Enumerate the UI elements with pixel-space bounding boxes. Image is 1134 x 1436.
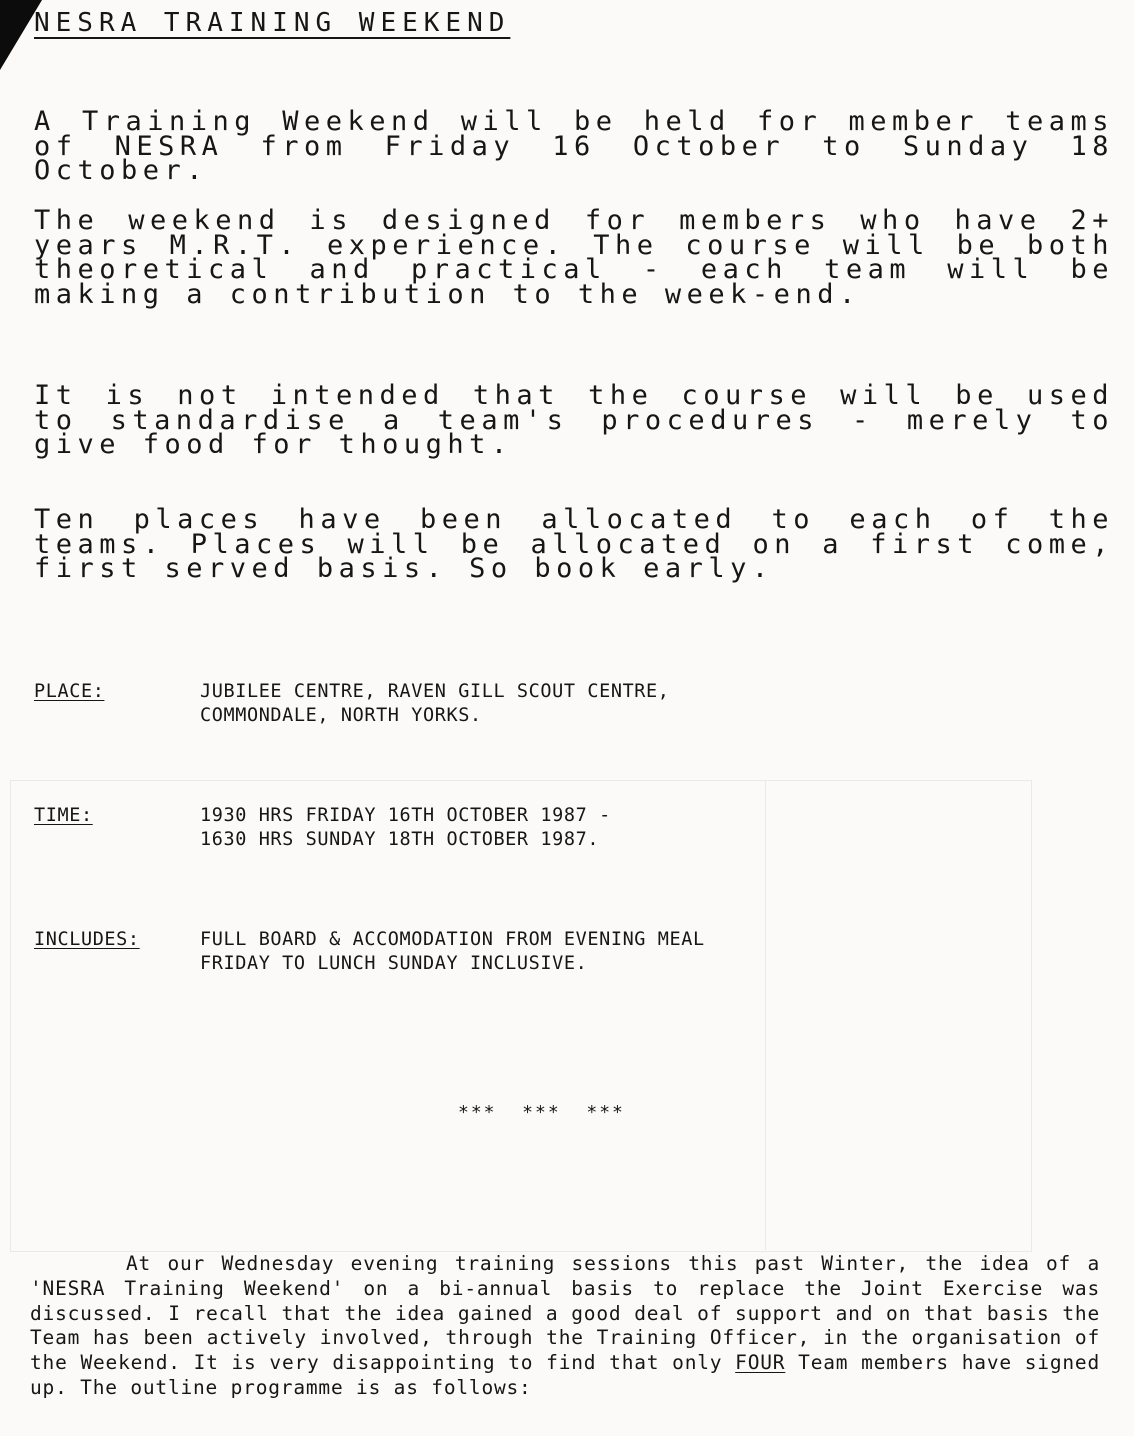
- place-row: [34, 680, 670, 728]
- booking-paragraph: Ten places have been allocated to each of the teams. Places will be allocated on a first come, first served basis. So book early.: [34, 504, 1114, 585]
- show-through-column-ghost: [765, 780, 766, 1250]
- time-value: 1930 HRS FRIDAY 16TH OCTOBER 1987 - 1630 HRS SUNDAY 18TH OCTOBER 1987.: [200, 805, 611, 850]
- purpose-paragraph: It is not intended that the course will be used to standardise a team's procedures - merely to give food for thought.: [34, 380, 1114, 461]
- place-value: JUBILEE CENTRE, RAVEN GILL SCOUT CENTRE, COMMONDALE, NORTH YORKS.: [200, 681, 670, 726]
- place-label: PLACE:: [34, 681, 105, 702]
- includes-label: INCLUDES:: [34, 929, 140, 950]
- section-separator: *** *** ***: [458, 1102, 625, 1123]
- closing-emphasis: FOUR: [735, 1351, 786, 1375]
- closing-text-end: Team members have signed up. The outline programme is as follows:: [30, 1351, 1100, 1399]
- includes-value: FULL BOARD & ACCOMODATION FROM EVENING MEAL FRIDAY TO LUNCH SUNDAY INCLUSIVE.: [200, 929, 705, 974]
- intro-paragraph: A Training Weekend will be held for member teams of NESRA from Friday 16 October to Sunday 18 October.: [34, 106, 1114, 187]
- closing-text-start: At our Wednesday evening training sessions this past Winter, the idea of a 'NESRA Training Weekend' on a bi-annual basis to replace the Joint Exercise was discussed. I recall that the idea gained a good deal of support and on that basis the Team has been actively involved, through the Training Officer, in the organisation of the Weekend. It is very disappointing to find that only: [30, 1252, 1100, 1375]
- includes-row: [34, 928, 705, 976]
- time-label: TIME:: [34, 805, 93, 826]
- document-title: NESRA TRAINING WEEKEND: [34, 8, 511, 38]
- time-row: [34, 804, 611, 852]
- eligibility-paragraph: The weekend is designed for members who have 2+ years M.R.T. experience. The course will be both theoretical and practical - each team will be making a contribution to the week-end.: [34, 205, 1114, 310]
- closing-paragraph: [30, 1252, 1100, 1401]
